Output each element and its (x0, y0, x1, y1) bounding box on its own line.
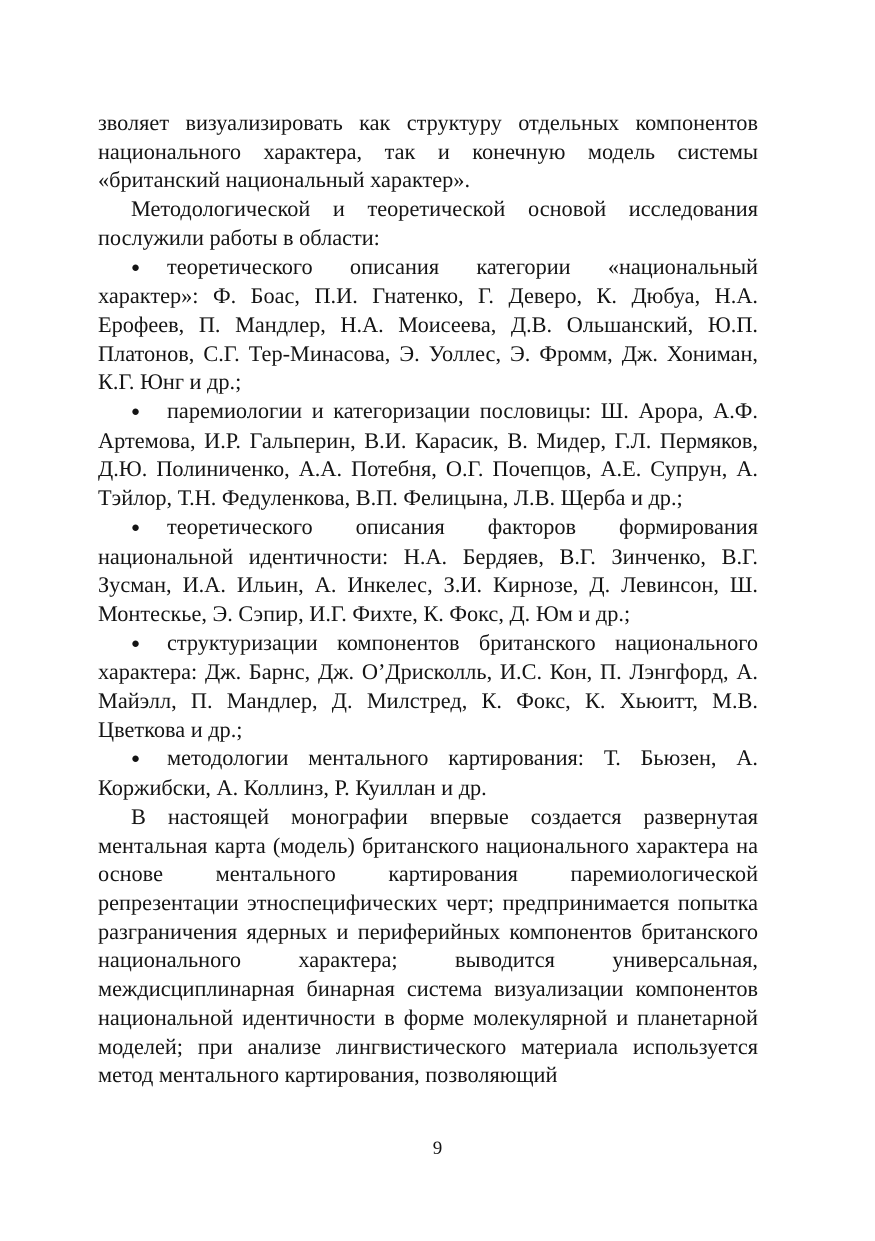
page-number: 9 (432, 1138, 443, 1159)
bullet-item-mind-mapping (98, 744, 758, 802)
bullet-text: структуризации компонентов британского национального характера: Дж. Барнс, Дж. О’Дрисколль, И.С. Кон, П. Лэнгфорд, А. Майэлл, П. Мандлер, Д. Милстред, К. Фокс, К. Хьюитт, М.В. Цветкова и др.; (98, 629, 758, 742)
basis-paragraph: Методологической и теоретической основой исследования послужили работы в области: (98, 196, 758, 250)
closing-paragraph: В настоящей монографии впервые создается развернутая ментальная карта (модель) британского национального характера на основе ментального картирования паремиологической репрезентации этноспецифических черт; предпринимается попытка разграничения ядерных и периферийных компонентов британского национального характера; выводится универсальная, междисциплинарная бинарная система визуализации компонентов национальной идентичности в форме молекулярной и планетарной моделей; при анализе лингвистического материала используется метод ментального картирования, позволяющий (98, 803, 758, 1088)
bullet-item-national-identity (98, 513, 758, 629)
bullet-icon: ● (131, 259, 141, 276)
bullet-item-british-character-components (98, 629, 758, 745)
bullet-icon: ● (131, 635, 141, 652)
bullet-item-paremiology (98, 397, 758, 513)
bullet-text: паремиологии и категоризации пословицы: Ш. Арора, А.Ф. Артемова, И.Р. Гальперин, В.И. Карасик, В. Мидер, Г.Л. Пермяков, Д.Ю. Полиниченко, А.А. Потебня, О.Г. Почепцов, А.Е. Супрун, А. Тэйлор, Т.Н. Федуленкова, В.П. Фелицына, Л.В. Щерба и др.; (98, 398, 758, 511)
opening-paragraph: зволяет визуализировать как структуру отдельных компонентов национального характера, так и конечную модель системы «британский национальный характер». (98, 110, 758, 193)
bullet-text: методологии ментального картирования: Т. Бьюзен, А. Коржибски, А. Коллинз, Р. Куиллан и др. (98, 745, 758, 801)
bullet-text: теоретического описания категории «национальный характер»: Ф. Боас, П.И. Гнатенко, Г. Деверо, К. Дюбуа, Н.А. Ерофеев, П. Мандлер, Н.А. Моисеева, Д.В. Ольшанский, Ю.П. Платонов, С.Г. Тер-Минасова, Э. Уоллес, Э. Фромм, Дж. Хониман, К.Г. Юнг и др.; (98, 253, 758, 395)
body-text (98, 109, 758, 1090)
bullet-icon: ● (131, 519, 141, 536)
bullet-icon: ● (131, 751, 141, 768)
bullet-text: теоретического описания факторов формирования национальной идентичности: Н.А. Бердяев, В.Г. Зинченко, В.Г. Зусман, И.А. Ильин, А. Инкелес, З.И. Кирнозе, Д. Левинсон, Ш. Монтескье, Э. Сэпир, И.Г. Фихте, К. Фокс, Д. Юм и др.; (98, 513, 758, 626)
bullet-icon: ● (131, 404, 141, 421)
bullet-item-theory-national-character (98, 253, 758, 398)
